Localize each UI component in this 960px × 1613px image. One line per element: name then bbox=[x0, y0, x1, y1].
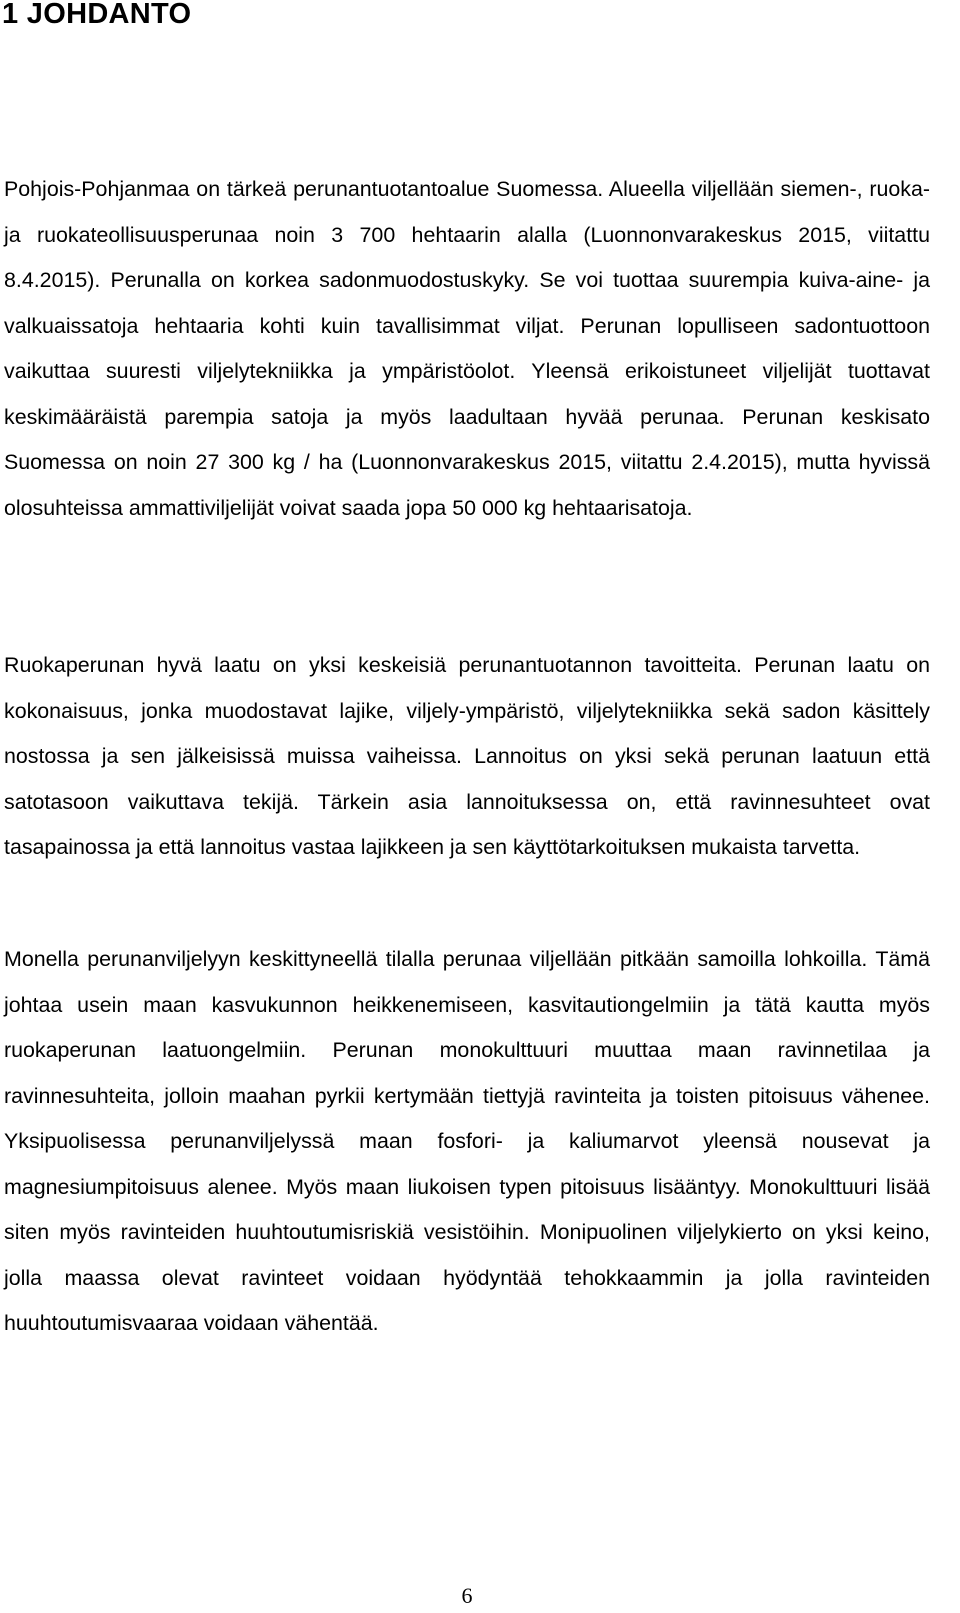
page-number: 6 bbox=[461, 1583, 473, 1608]
paragraph-2-block bbox=[4, 643, 930, 871]
paragraph: Ruokaperunan hyvä laatu on yksi keskeisiä perunantuotannon tavoitteita. Perunan laatu on kokonaisuus, jonka muodostavat lajike, viljely-ympäristö, viljelytekniikka sekä sadon käsittely nostossa ja sen jälkeisissä muissa vaiheissa. Lannoitus on yksi sekä perunan laatuun että satotasoon vaikuttava tekijä. Tärkein asia lannoituksessa on, että ravinnesuhteet ovat tasapainossa ja että lannoitus vastaa lajikkeen ja sen käyttötarkoituksen mukaista tarvetta. bbox=[4, 653, 930, 859]
paragraph-1-block bbox=[4, 167, 930, 531]
paragraph: Monella perunanviljelyyn keskittyneellä tilalla perunaa viljellään pitkään samoilla lohkoilla. Tämä johtaa usein maan kasvukunnon heikkenemiseen, kasvitautiongelmiin ja tätä kautta myös ruokaperunan laatuongelmiin. Perunan monokulttuuri muuttaa maan ravinnetilaa ja ravinnesuhteita, jolloin maahan pyrkii kertymään tiettyjä ravinteita ja toisten pitoisuus vähenee. Yksipuolisessa perunanviljelyssä maan fosfori- ja kaliumarvot yleensä nousevat ja magnesiumpitoisuus alenee. Myös maan liukoisen typen pitoisuus lisääntyy. Monokulttuuri lisää siten myös ravinteiden huuhtoutumisriskiä vesistöihin. Monipuolinen viljelykierto on yksi keino, jolla maassa olevat ravinteet voidaan hyödyntää tehokkaammin ja jolla ravinteiden huuhtoutumisvaaraa voidaan vähentää. bbox=[4, 947, 930, 1335]
paragraph-3-block bbox=[4, 937, 930, 1347]
paragraph: Pohjois-Pohjanmaa on tärkeä perunantuotantoalue Suomessa. Alueella viljellään siemen-, ruoka- ja ruokateollisuusperunaa noin 3 700 hehtaarin alalla (Luonnonvarakeskus 2015, viitattu 8.4.2015). Perunalla on korkea sadonmuodostuskyky. Se voi tuottaa suurempia kuiva-aine- ja valkuaissatoja hehtaaria kohti kuin tavallisimmat viljat. Perunan lopulliseen sadontuottoon vaikuttaa suuresti viljelytekniikka ja ympäristöolot. Yleensä erikoistuneet viljelijät tuottavat keskimääräistä parempia satoja ja myös laadultaan hyvää perunaa. Perunan keskisato Suomessa on noin 27 300 kg / ha (Luonnonvarakeskus 2015, viitattu 2.4.2015), mutta hyvissä olosuhteissa ammattiviljelijät voivat saada jopa 50 000 kg hehtaarisatoja. bbox=[4, 177, 930, 520]
chapter-heading: 1 JOHDANTO bbox=[2, 0, 192, 30]
